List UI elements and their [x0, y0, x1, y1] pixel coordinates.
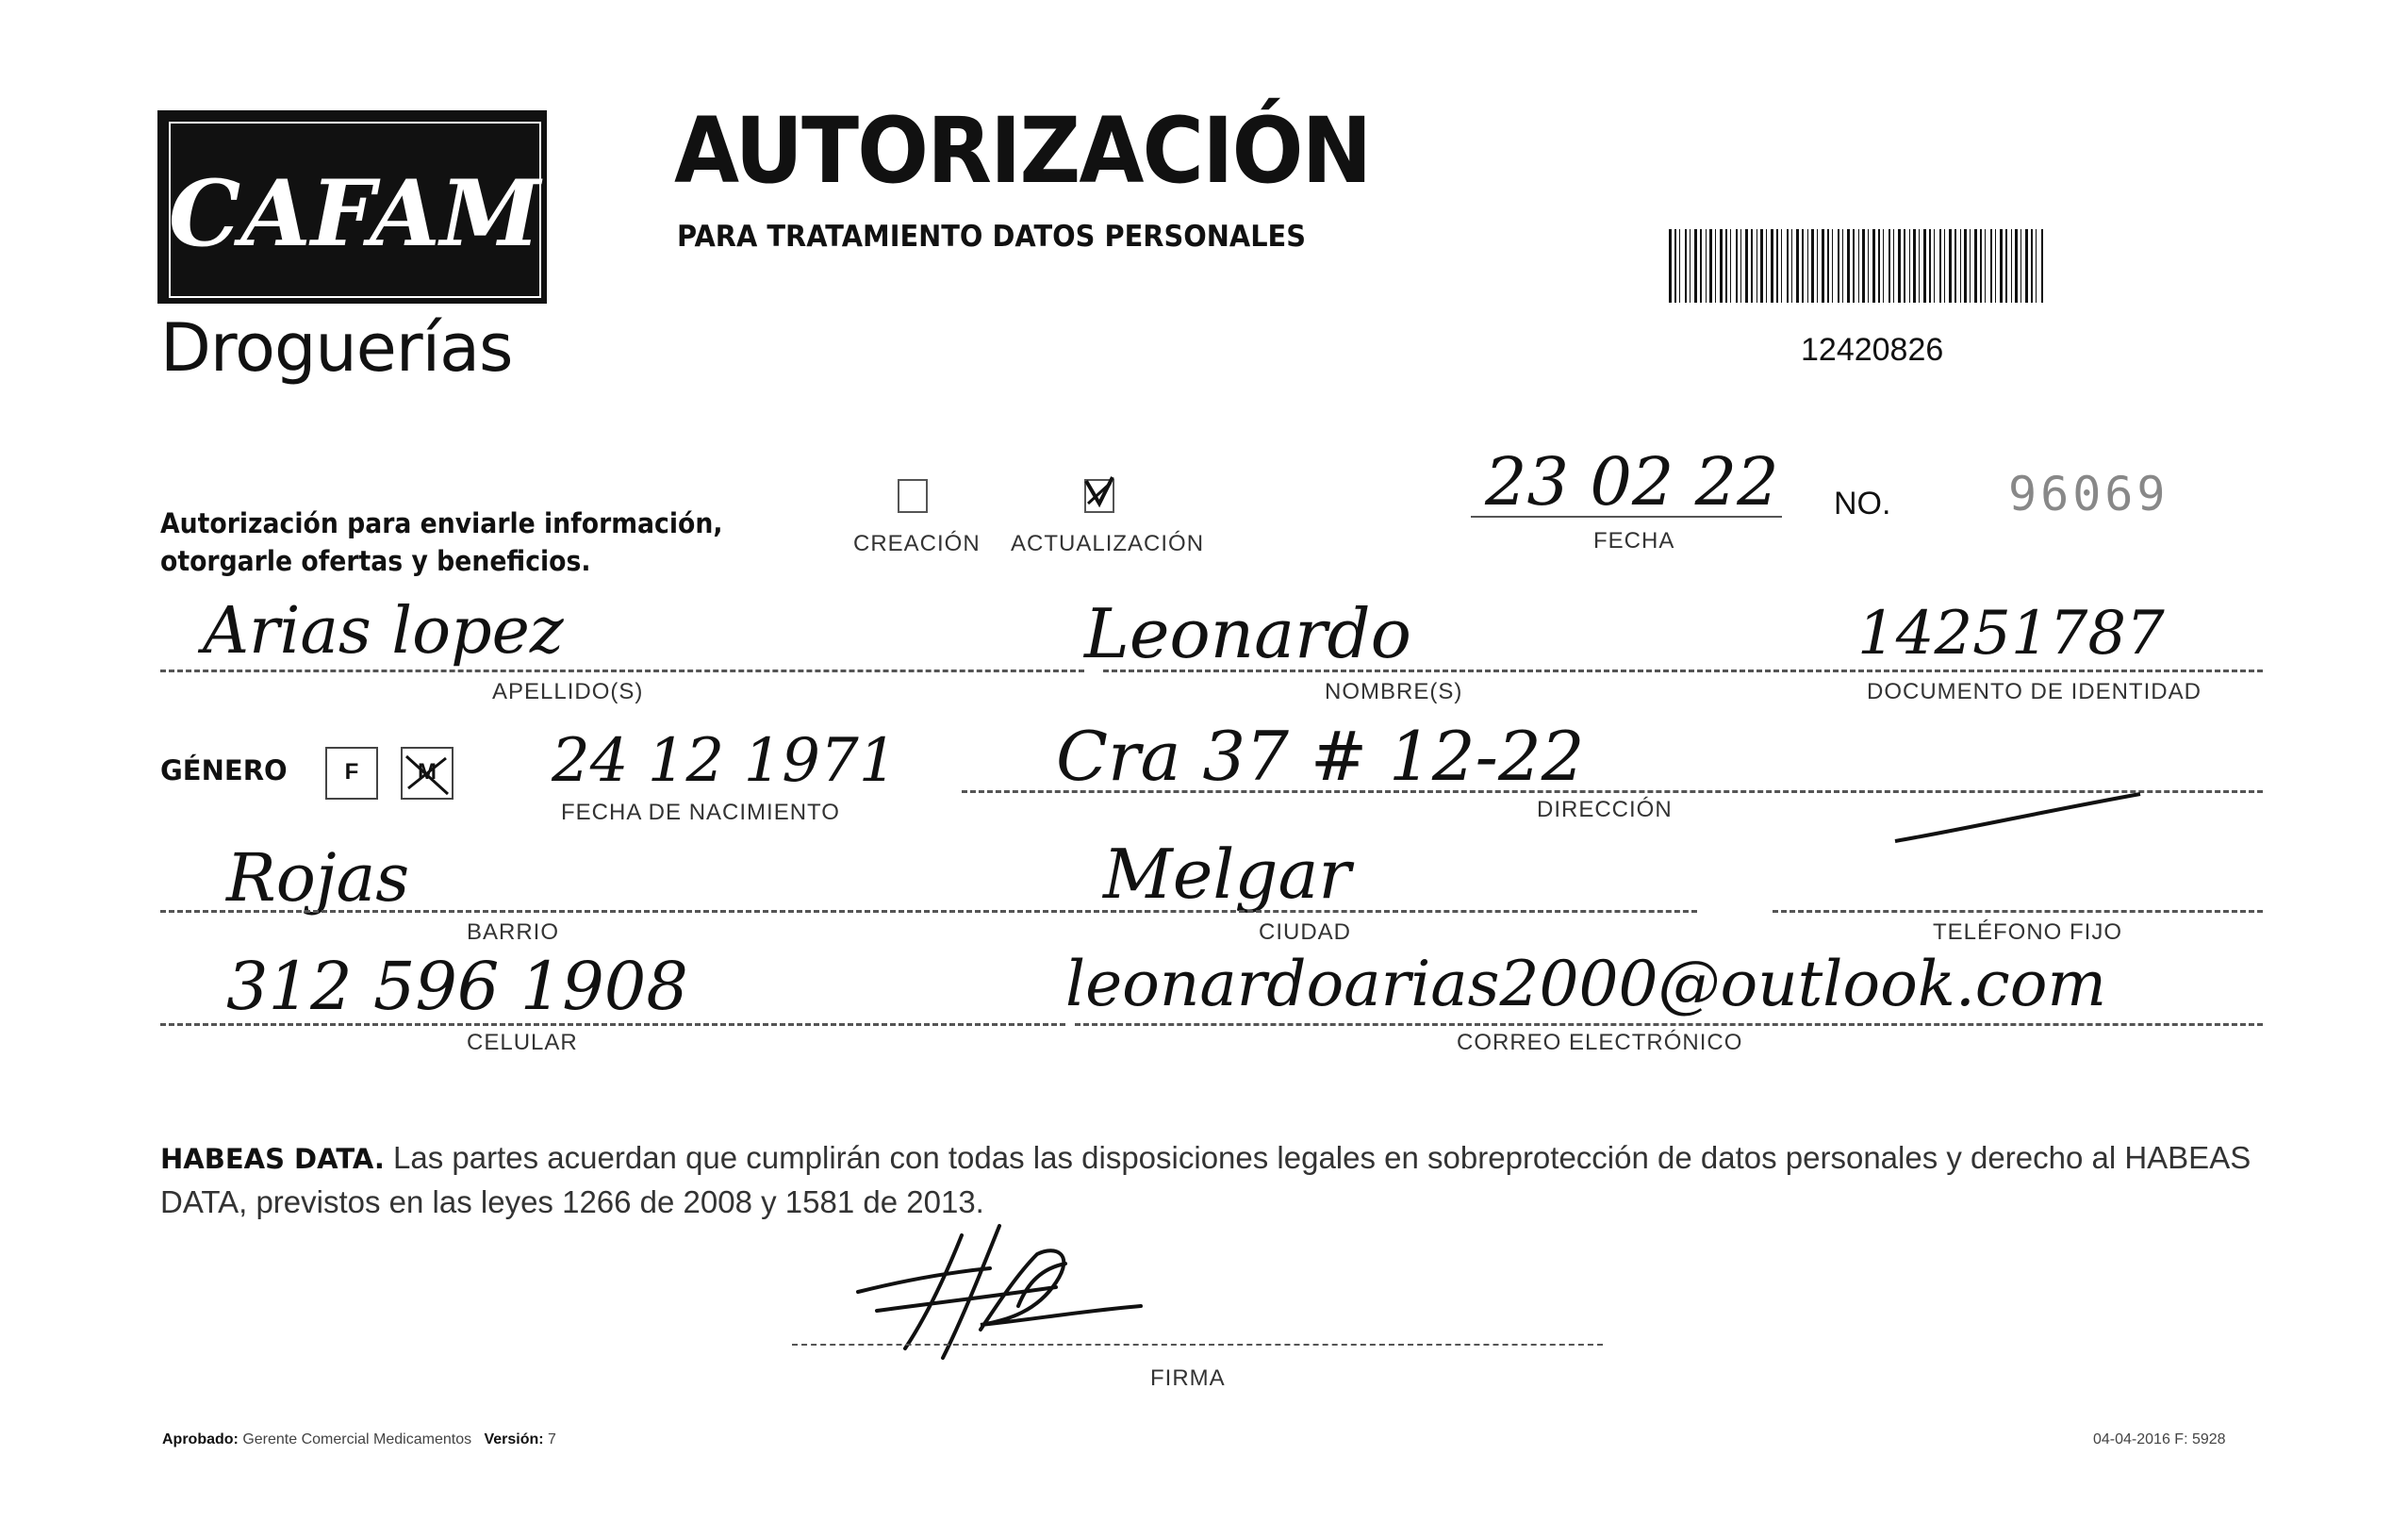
- barcode-bar: [1974, 229, 1977, 303]
- ciudad-label: CIUDAD: [1259, 919, 1352, 945]
- barcode-bar: [1909, 229, 1910, 303]
- barcode-bar: [1706, 229, 1707, 303]
- logo-text: CAFAM: [168, 160, 541, 267]
- ciudad-line: [1094, 910, 1697, 913]
- barcode-bar: [1802, 229, 1804, 303]
- barcode-bar: [1929, 229, 1931, 303]
- barcode-bar: [1853, 229, 1855, 303]
- barcode-bar: [1980, 229, 1982, 303]
- barcode-bar: [1791, 229, 1792, 303]
- signature-image: [839, 1216, 1150, 1377]
- barcode-bar: [1934, 229, 1935, 303]
- barrio-label: BARRIO: [467, 919, 560, 945]
- barcode-bar: [1939, 229, 1941, 303]
- genero-f-box[interactable]: F: [325, 747, 378, 800]
- barcode-bar: [1842, 229, 1843, 303]
- barcode-bar: [1725, 229, 1727, 303]
- barcode-bar: [2025, 229, 2028, 303]
- version-value: 7: [548, 1431, 556, 1447]
- barcode-bar: [1720, 229, 1723, 303]
- creacion-label: CREACIÓN: [853, 531, 981, 556]
- barcode-bar: [1690, 229, 1691, 303]
- cafam-logo: [157, 110, 547, 304]
- barcode-bar: [1669, 229, 1672, 303]
- barcode-bar: [1893, 229, 1894, 303]
- documento-label: DOCUMENTO DE IDENTIDAD: [1867, 679, 2202, 704]
- nombres-label: NOMBRE(S): [1325, 679, 1463, 704]
- barcode-bar: [1913, 229, 1916, 303]
- nacimiento-value[interactable]: 24 12 1971: [552, 726, 898, 796]
- barcode-bar: [1771, 229, 1773, 303]
- habeas-heading: HABEAS DATA.: [160, 1143, 385, 1175]
- correo-label: CORREO ELECTRÓNICO: [1457, 1030, 1743, 1055]
- barcode-bar: [1776, 229, 1778, 303]
- barcode-bar: [1883, 229, 1884, 303]
- barcode-bar: [1674, 229, 1676, 303]
- check-mark-icon: [1084, 475, 1114, 509]
- habeas-text: Las partes acuerdan que cumplirán con todas las disposiciones legales en sobreprotección de datos personales y derecho al HABEAS DATA, previstos en las leyes 1266 de 2008 y 1581 de 2013.: [160, 1140, 2251, 1219]
- habeas-data-paragraph: [160, 1136, 2263, 1223]
- barcode-bar: [1944, 229, 1945, 303]
- barcode-bar: [1898, 229, 1901, 303]
- barcode-bar: [1878, 229, 1880, 303]
- form-title: AUTORIZACIÓN: [674, 98, 1371, 204]
- genero-m-box[interactable]: [401, 747, 454, 800]
- footer-date-code: 04-04-2016 F: 5928: [2093, 1431, 2226, 1447]
- direccion-label: DIRECCIÓN: [1537, 797, 1673, 822]
- apellidos-value[interactable]: Arias lopez: [203, 594, 564, 669]
- barcode-bar: [1751, 229, 1753, 303]
- barcode-bar: [2011, 229, 2012, 303]
- form-subtitle: PARA TRATAMIENTO DATOS PERSONALES: [677, 220, 1307, 254]
- barcode-bar: [1787, 229, 1789, 303]
- barcode-bar: [1736, 229, 1738, 303]
- barcode-bar: [2000, 229, 2003, 303]
- genero-m-letter: M: [418, 759, 437, 785]
- genero-mark-icon: [401, 747, 454, 800]
- actualizacion-label: ACTUALIZACIÓN: [1011, 531, 1205, 556]
- barcode-bar: [1715, 229, 1716, 303]
- nombres-line: [1103, 670, 2263, 672]
- barcode-bar: [1990, 229, 1992, 303]
- barcode-bar: [2031, 229, 2033, 303]
- version-label: Versión:: [484, 1431, 544, 1447]
- celular-line: [160, 1023, 1065, 1026]
- ciudad-value[interactable]: Melgar: [1103, 835, 1351, 914]
- barcode-bar: [1832, 229, 1833, 303]
- barcode-bar: [2041, 229, 2043, 303]
- barcode-bar: [1954, 229, 1956, 303]
- telefono-strike-mark: [1886, 773, 2150, 849]
- apellidos-line: [160, 670, 1084, 672]
- aprobado-label: Aprobado:: [162, 1431, 239, 1447]
- correo-value[interactable]: leonardoarias2000@outlook.com: [1065, 948, 2107, 1020]
- barcode-bar: [1740, 229, 1741, 303]
- barcode-bar: [1847, 229, 1850, 303]
- barcode-bar: [1970, 229, 1971, 303]
- numero-label: NO.: [1834, 486, 1891, 521]
- barcode-bar: [1694, 229, 1697, 303]
- celular-value[interactable]: 312 596 1908: [226, 948, 688, 1025]
- barcode-bar: [1700, 229, 1702, 303]
- barcode-bar: [1858, 229, 1859, 303]
- genero-label: GÉNERO: [160, 754, 288, 786]
- barcode-bar: [1807, 229, 1808, 303]
- barrio-value[interactable]: Rojas: [226, 839, 410, 917]
- barcode-bar: [1995, 229, 1996, 303]
- barcode-bar: [1745, 229, 1748, 303]
- barrio-line: [160, 910, 1150, 913]
- barcode-bar: [1679, 229, 1680, 303]
- fecha-label: FECHA: [1593, 528, 1675, 554]
- barcode-bar: [2015, 229, 2018, 303]
- correo-line: [1075, 1023, 2263, 1026]
- brand-subtitle: Droguerías: [160, 309, 513, 387]
- intro-line-2: otorgarle ofertas y beneficios.: [160, 545, 591, 577]
- barcode-bar: [1730, 229, 1731, 303]
- barcode: [1669, 229, 2051, 303]
- apellidos-label: APELLIDO(S): [492, 679, 644, 704]
- footer-approval: [162, 1431, 556, 1448]
- barcode-bar: [1760, 229, 1763, 303]
- creacion-checkbox[interactable]: [898, 479, 928, 513]
- barcode-bar: [1868, 229, 1869, 303]
- barcode-bar: [1781, 229, 1782, 303]
- barcode-bar: [1872, 229, 1875, 303]
- firma-line: [792, 1344, 1603, 1346]
- fecha-line: [1471, 516, 1782, 518]
- actualizacion-checkbox[interactable]: [1084, 479, 1114, 513]
- barcode-bar: [1862, 229, 1865, 303]
- cafam-logo-mark: [160, 113, 550, 306]
- barcode-bar: [1904, 229, 1905, 303]
- telefono-label: TELÉFONO FIJO: [1933, 919, 2123, 945]
- barcode-bar: [1817, 229, 1818, 303]
- telefono-line: [1773, 910, 2263, 913]
- numero-value: 96069: [2008, 467, 2169, 521]
- nacimiento-label: FECHA DE NACIMIENTO: [561, 800, 840, 825]
- barcode-bar: [1985, 229, 1986, 303]
- barcode-bar: [1949, 229, 1952, 303]
- intro-line-1: Autorización para enviarle información,: [160, 507, 723, 539]
- barcode-bar: [1960, 229, 1961, 303]
- barcode-bar: [1766, 229, 1767, 303]
- barcode-bar: [1685, 229, 1687, 303]
- barcode-bar: [1822, 229, 1824, 303]
- documento-value[interactable]: 14251787: [1857, 599, 2165, 669]
- firma-label: FIRMA: [1150, 1365, 1226, 1391]
- fecha-value: 23 02 22: [1485, 443, 1779, 521]
- intro-text: [160, 504, 722, 580]
- barcode-bar: [1964, 229, 1967, 303]
- barcode-bar: [1827, 229, 1829, 303]
- celular-label: CELULAR: [467, 1030, 578, 1055]
- aprobado-value: Gerente Comercial Medicamentos: [242, 1431, 472, 1447]
- barcode-number: 12420826: [1801, 332, 1944, 368]
- barcode-bar: [1888, 229, 1890, 303]
- barcode-bar: [1796, 229, 1799, 303]
- barcode-bar: [1919, 229, 1920, 303]
- barcode-bar: [2005, 229, 2007, 303]
- direccion-value[interactable]: Cra 37 # 12-22: [1056, 717, 1585, 796]
- barcode-bar: [1811, 229, 1814, 303]
- barcode-bar: [1838, 229, 1839, 303]
- barcode-bar: [2020, 229, 2021, 303]
- nombres-value[interactable]: Leonardo: [1084, 594, 1411, 673]
- barcode-bar: [1709, 229, 1712, 303]
- barcode-bar: [1923, 229, 1926, 303]
- barcode-bar: [2036, 229, 2037, 303]
